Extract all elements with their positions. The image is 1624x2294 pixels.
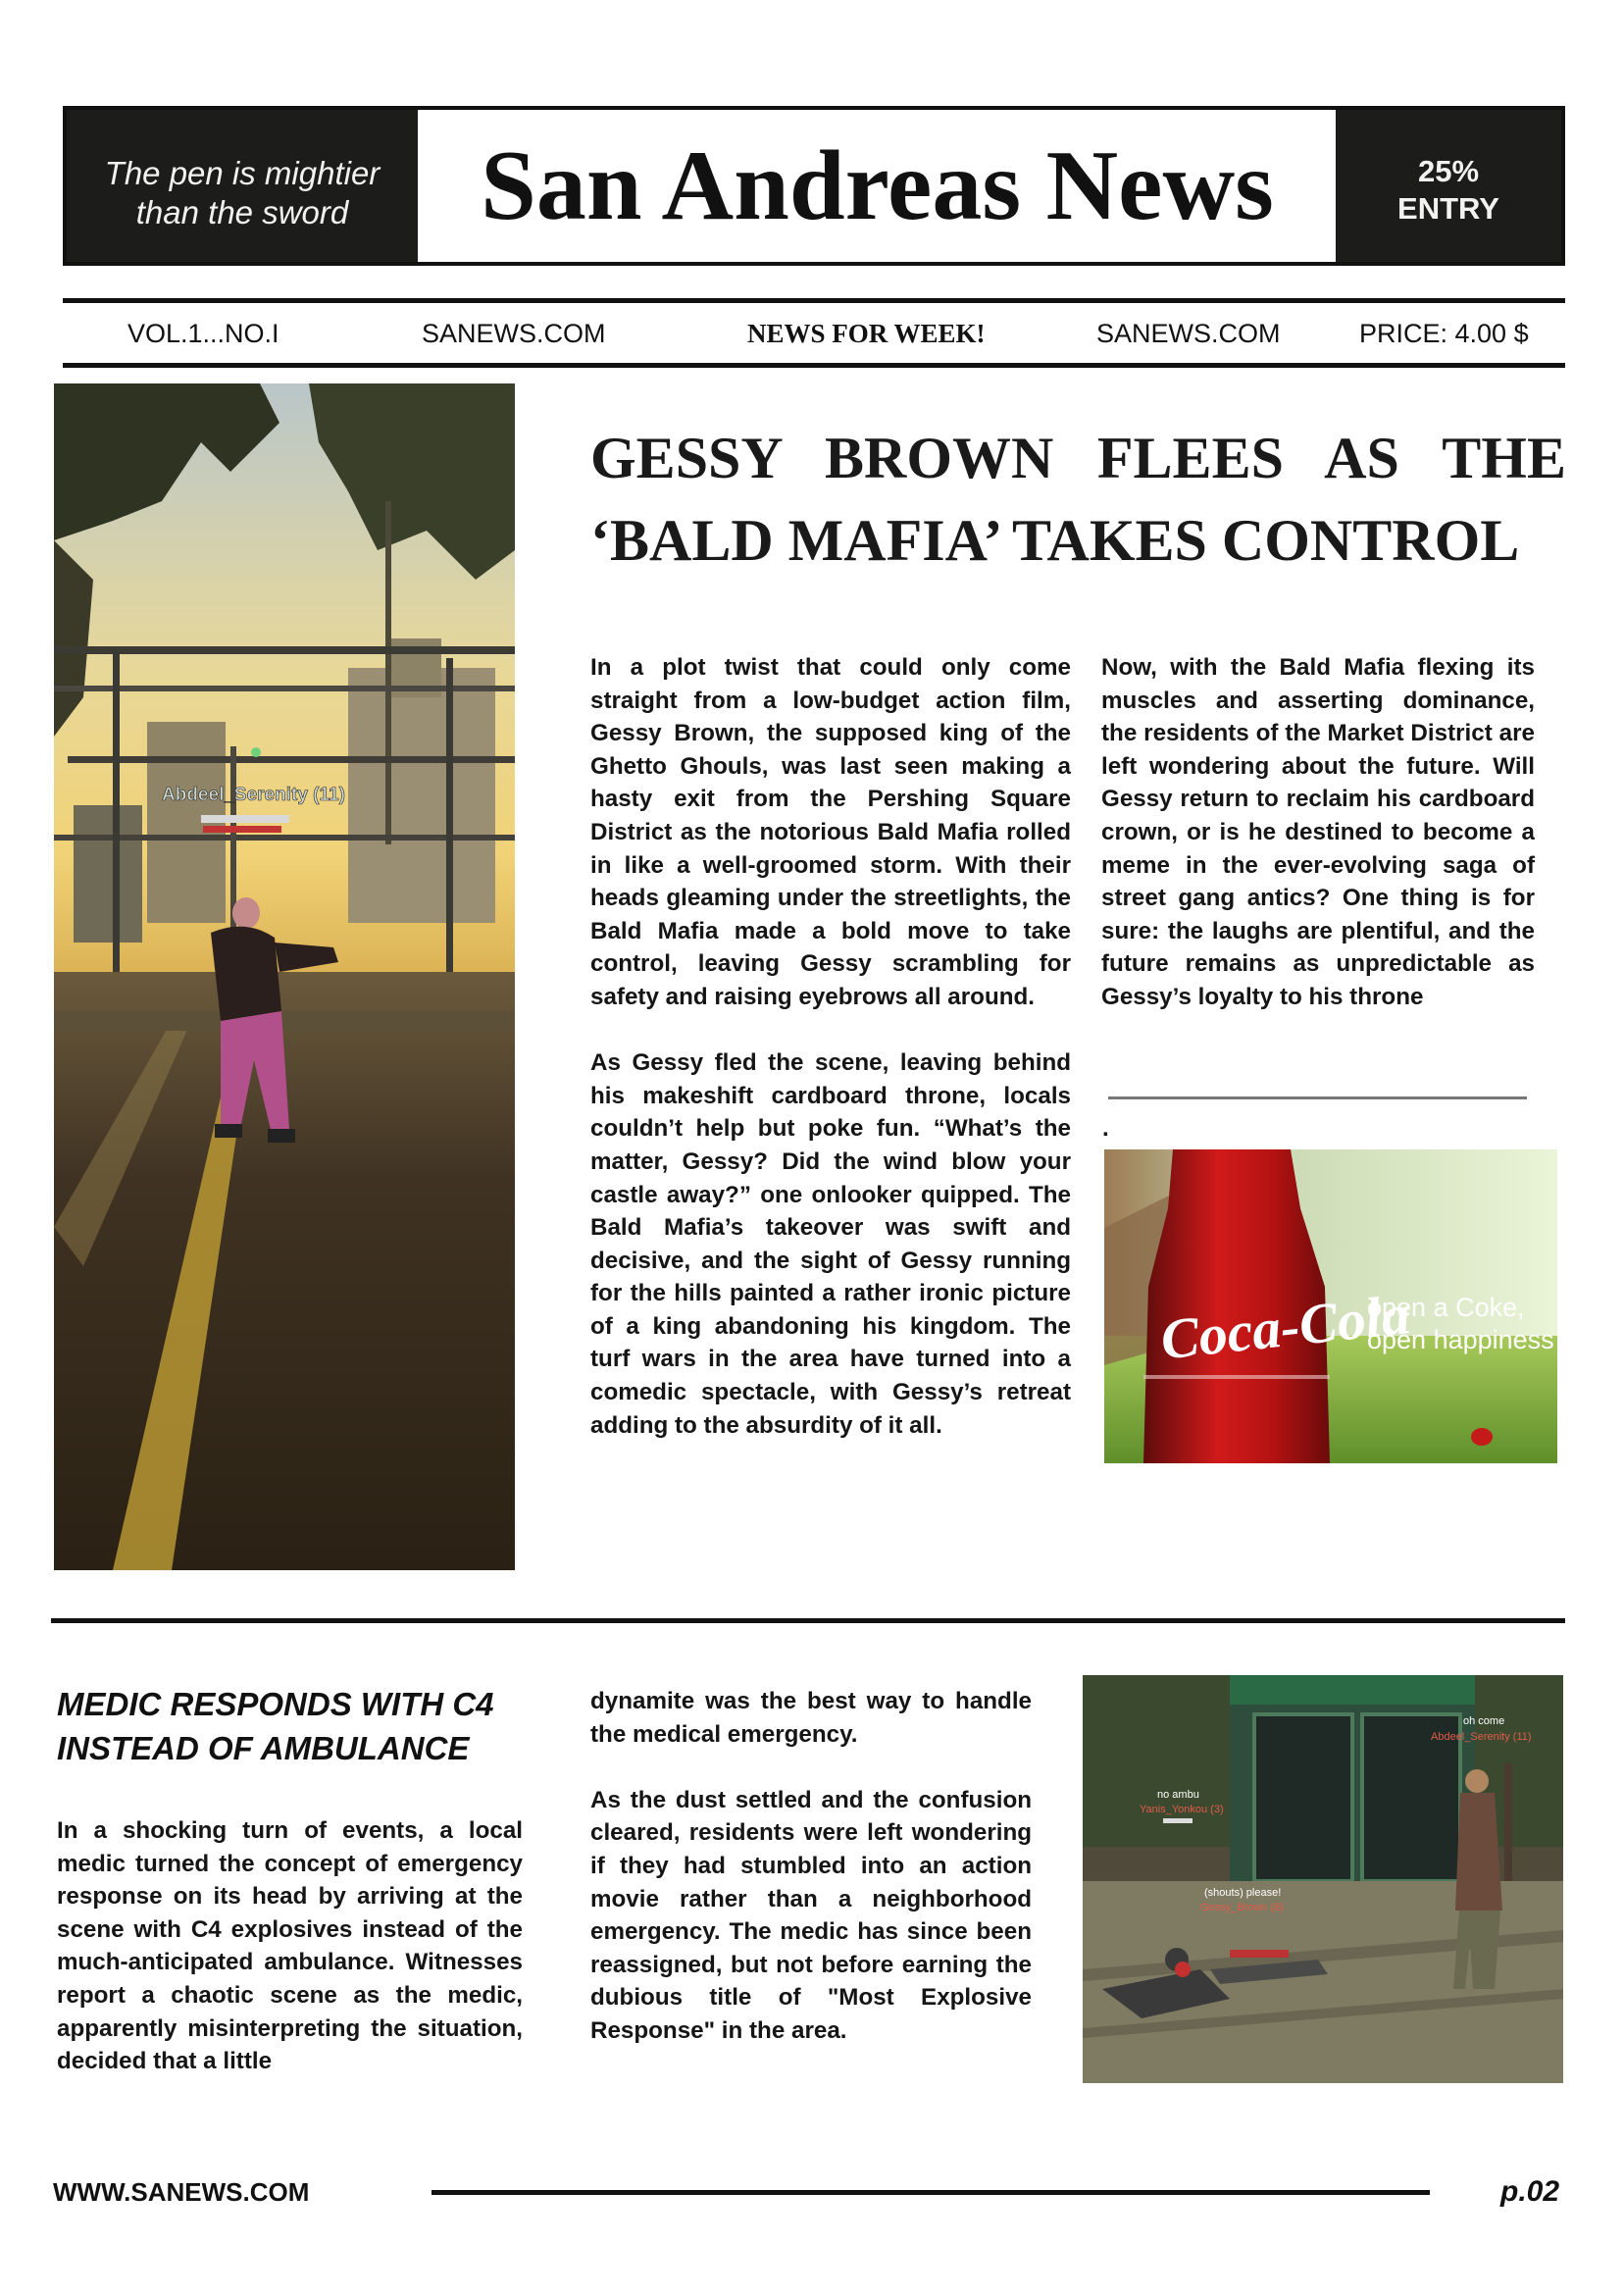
medic-paragraph-2: dynamite was the best way to handle the medical emergency. xyxy=(590,1688,1032,1748)
section-divider xyxy=(51,1618,1565,1623)
site-link-left[interactable]: SANEWS.COM xyxy=(422,319,606,348)
ladybug-icon xyxy=(1471,1428,1493,1446)
chat-line-1: oh come xyxy=(1463,1715,1505,1727)
name-tag-3: Gessy_Brown (8) xyxy=(1200,1902,1284,1913)
medic-paragraph-1: In a shocking turn of events, a local medic turned the concept of emergency response on its head by arriving at the scene with C4 explosives instead of the much-anticipated ambulance. Witnesses report a chaotic scene as the medic, apparently misinterpreting the situation, decided that a little xyxy=(57,1817,523,2075)
medic-story-column-1 xyxy=(57,1814,523,2078)
medic-story-headline: MEDIC RESPONDS WITH C4 INSTEAD OF AMBULANCE xyxy=(57,1686,494,1766)
lead-paragraph-1: In a plot twist that could only come straight from a low-budget action film, Gessy Brown, the supposed king of the Ghetto Ghouls, was last seen making a hasty exit from the Pershing Square District as the notorious Bald Mafia rolled in like a well-groomed storm. With their heads gleaming under the streetlights, the Bald Mafia made a bold move to take control, leaving Gessy scrambling for safety and raising eyebrows all around. xyxy=(590,654,1071,1010)
info-bar xyxy=(63,308,1565,359)
entry-badge-label: ENTRY xyxy=(1397,191,1499,226)
ad-slogan-line-2: open happiness xyxy=(1367,1325,1554,1354)
site-link-right[interactable]: SANEWS.COM xyxy=(1096,319,1281,348)
issue-price: PRICE: 4.00 $ xyxy=(1359,319,1529,348)
lead-paragraph-3: Now, with the Bald Mafia flexing its muscles and asserting dominance, the residents of the Market District are left wondering about the future. Will Gessy return to reclaim his cardboard crown, or is he destined to become a meme in the ever-evolving saga of street gang antics? One thing is for sure: the laughs are plentiful, and the future remains as unpredictable as Gessy’s loyalty to his throne xyxy=(1101,654,1535,1010)
ad-separator-rule xyxy=(1108,1096,1527,1099)
medic-paragraph-3: As the dust settled and the confusion cleared, residents were left wondering if they had stumbled into an action movie rather than a neighborhood emergency. The medic has since been reassigned, but not before earning the dubious title of "Most Explosive Response" in the area. xyxy=(590,1786,1032,2044)
storefront-scene-image xyxy=(1083,1675,1563,2083)
newspaper-title: San Andreas News xyxy=(481,130,1274,241)
chat-line-3: (shouts) please! xyxy=(1204,1887,1282,1899)
lead-story-column-2 xyxy=(1101,651,1535,1014)
player-name-tag: Abdeel_Serenity (11) xyxy=(162,785,345,805)
footer-rule xyxy=(431,2190,1430,2195)
lead-headline xyxy=(590,417,1566,582)
medic-game-screenshot xyxy=(1083,1675,1563,2083)
entry-badge xyxy=(1336,110,1561,262)
entry-badge-percent: 25% xyxy=(1417,154,1480,188)
page-number: p.02 xyxy=(1500,2175,1560,2208)
infobar-bottom-rule xyxy=(63,363,1565,368)
chat-line-2: no ambu xyxy=(1157,1789,1199,1801)
volume-number: VOL.1...NO.I xyxy=(127,319,279,348)
ad-slogan-line-1: open a Coke, xyxy=(1367,1293,1525,1322)
lead-game-screenshot xyxy=(54,383,515,1570)
weekly-tagline: NEWS FOR WEEK! xyxy=(747,319,986,348)
lead-headline-line-2: ‘BALD MAFIA’ TAKES CONTROL xyxy=(590,508,1520,573)
street-scene-image xyxy=(54,383,515,1570)
motto-box xyxy=(67,110,418,262)
medic-story-column-2 xyxy=(590,1685,1032,2048)
name-tag-2: Yanis_Yonkou (3) xyxy=(1140,1804,1224,1815)
lead-headline-line-1: GESSY BROWN FLEES AS THE xyxy=(590,426,1566,490)
infobar-top-rule xyxy=(63,298,1565,303)
stray-dot: . xyxy=(1102,1115,1109,1142)
footer-site-link[interactable]: WWW.SANEWS.COM xyxy=(53,2177,310,2207)
coca-cola-advertisement xyxy=(1104,1149,1557,1463)
motto-line-2: than the sword xyxy=(135,194,349,230)
coca-cola-logo: Coca-Cola xyxy=(1157,1282,1413,1372)
lead-paragraph-2: As Gessy fled the scene, leaving behind his makeshift cardboard throne, locals couldn’t help but poke fun. “What’s the matter, Gessy? Did the wind blow your castle away?” one onlooker quipped. The Bald Mafia’s takeover was swift and decisive, and the sight of Gessy running for the hills painted a rather ironic picture of a king abandoning his kingdom. The turf wars in the area have turned into a comedic spectacle, with Gessy’s retreat adding to the absurdity of it all. xyxy=(590,1049,1071,1439)
motto-line-1: The pen is mightier xyxy=(104,155,381,191)
name-tag-1: Abdeel_Serenity (11) xyxy=(1431,1731,1532,1743)
lead-story-column-1 xyxy=(590,651,1071,1442)
masthead xyxy=(63,106,1565,266)
coke-bottle-image xyxy=(1104,1149,1557,1463)
